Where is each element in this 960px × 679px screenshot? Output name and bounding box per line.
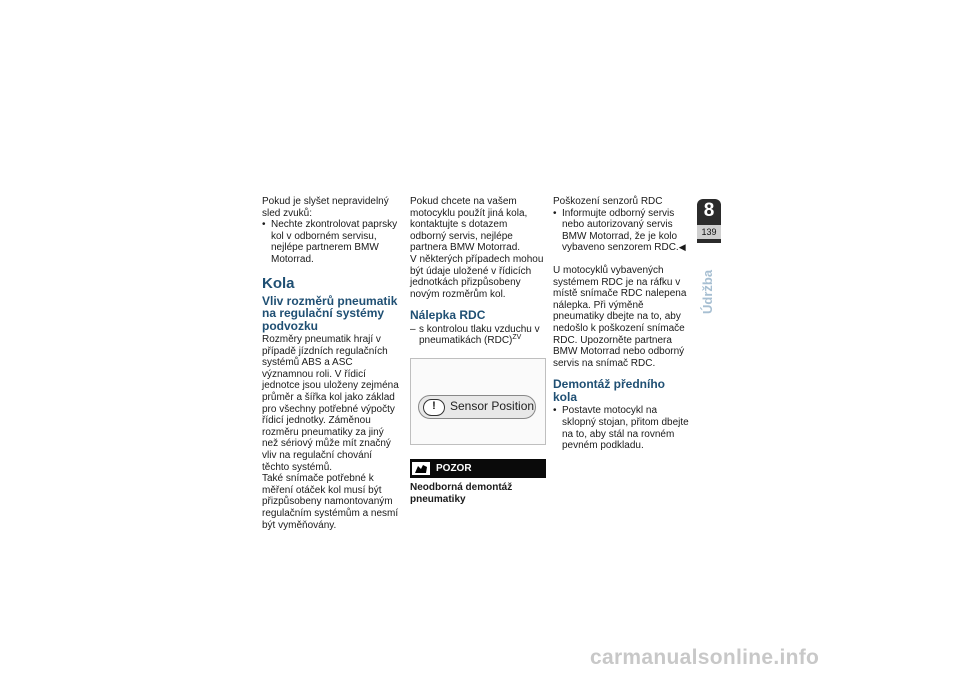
paragraph: Rozměry pneumatik hrají v případě jízdních regulačních systémů ABS a ASC významnou roli. V řídicí jednotce jsou uloženy zejména průměr a šířka kol jako základ pro všechny potřebné výpočty řídicí jednotky. Záměnou rozměru pneumatiky za jiný než sériový může mít značný vliv na regulační chování těchto systémů. — [262, 334, 399, 473]
sensor-position-text: Sensor Position — [450, 399, 535, 414]
warning-bar — [410, 459, 546, 478]
bullet-item: • Nechte zkontrolovat paprsky kol v odborném servisu, nejlépe partnerem BMW Motorrad. — [262, 219, 400, 265]
chapter-title: Údržba — [700, 270, 715, 315]
column-left — [262, 196, 400, 531]
dash-item — [410, 324, 546, 347]
subheading-rdc-sticker: Nálepka RDC — [410, 308, 486, 323]
bullet-item: • Postavte motocykl na sklopný stojan, přitom dbejte na to, aby stál na rovném pevném podkladu. — [553, 405, 691, 451]
watermark: carmanualsonline.info — [590, 646, 820, 669]
option-superscript: ZV — [512, 334, 522, 342]
column-middle — [410, 196, 546, 505]
chapter-number: 8 — [703, 200, 715, 221]
sensor-position-label — [418, 395, 536, 419]
subheading-tire-size: Vliv rozměrů pneumatik na regulační systémy podvozku — [262, 293, 398, 333]
page-number: 139 — [697, 225, 721, 239]
column-right — [553, 196, 691, 452]
warning-title: Neodborná demontáž pneumatiky — [410, 482, 513, 505]
end-mark-icon: ◀ — [678, 242, 686, 253]
sensor-sticker-image — [410, 358, 546, 445]
section-heading-kola: Kola — [262, 274, 295, 292]
warning-hand-icon — [412, 462, 430, 475]
paragraph: Také snímače potřebné k měření otáček kol musí být přizpůsobeny namontovaným regulačním systémům a nesmí být vyměňovány. — [262, 473, 399, 531]
intro-text: Pokud je slyšet nepravidelný sled zvuků: — [262, 196, 389, 219]
paragraph: V některých případech mohou být údaje uložené v řídicích jednotkách přizpůsobeny novým rozměrům kol. — [410, 253, 544, 300]
bullet-text: Informujte odborný servis nebo autorizovaný servis BMW Motorrad, že je kolo vybaveno senzorem RDC. — [562, 207, 679, 254]
warning-label: POZOR — [436, 462, 472, 474]
warning-icon: ! — [423, 399, 445, 416]
intro-text: Poškození senzorů RDC — [553, 196, 663, 207]
chapter-tab — [697, 199, 721, 243]
dash-item-text: s kontrolou tlaku vzduchu v pneumatikách (RDC) — [419, 323, 540, 347]
paragraph: U motocyklů vybavených systémem RDC je na ráfku v místě snímače RDC nalepena nálepka. Při výměně pneumatiky dbejte na to, aby nedošlo k poškození snímače RDC. Upozorněte partnera BMW Motorrad nebo odborný servis na snímač RDC. — [553, 264, 687, 369]
subheading-front-wheel: Demontáž předního kola — [553, 377, 666, 404]
paragraph: Pokud chcete na vašem motocyklu použít jiná kola, kontaktujte s dotazem odborný servis, nejlépe partnera BMW Motorrad. — [410, 196, 528, 254]
bullet-item — [553, 208, 691, 254]
